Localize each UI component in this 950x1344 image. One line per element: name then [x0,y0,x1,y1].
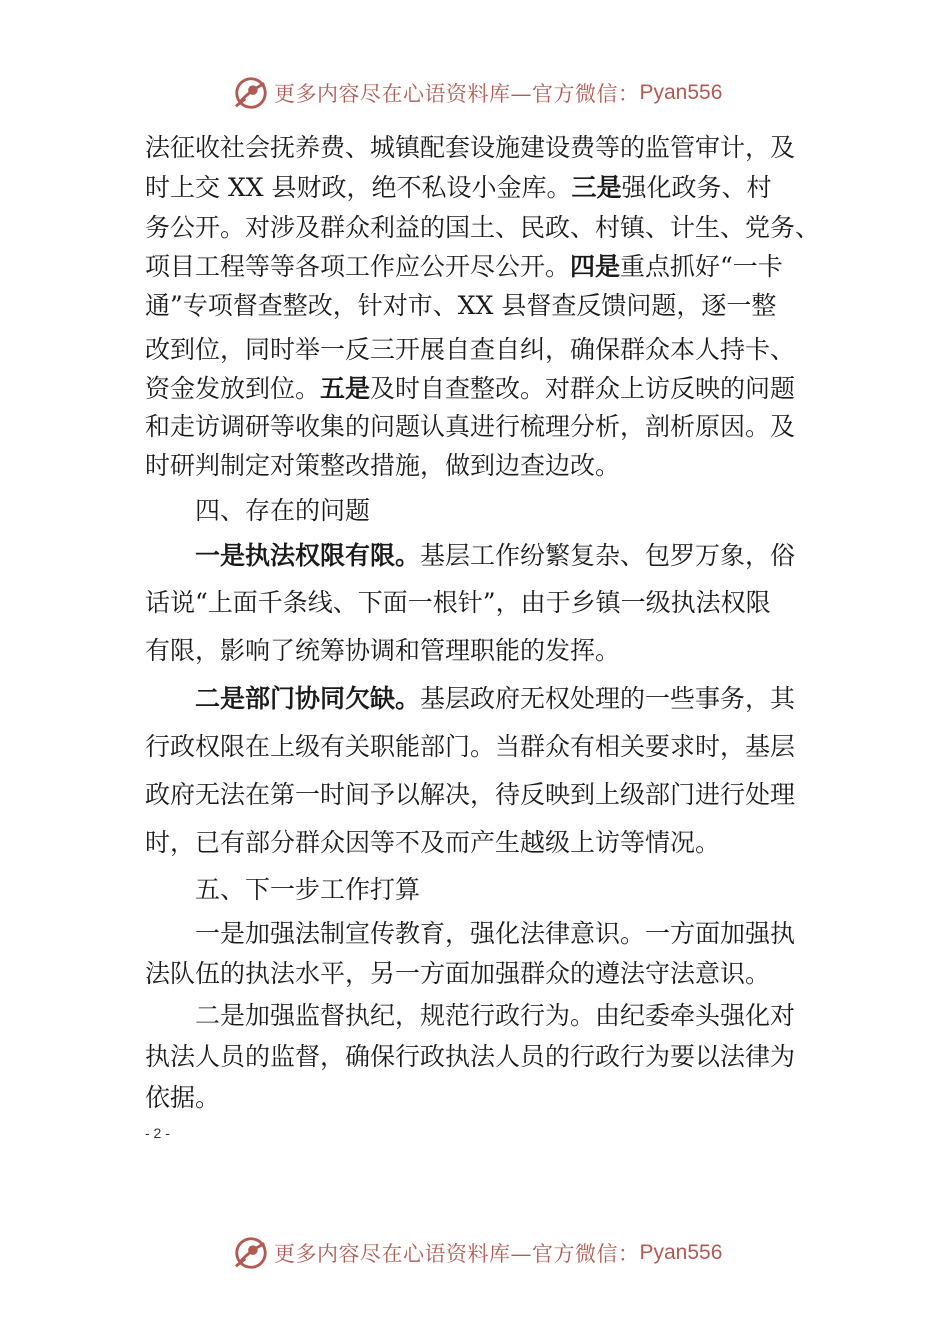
paragraph-line: 执法人员的监督，确保行政执法人员的行政行为要以法律为 [145,1042,796,1071]
paragraph-line: 话说“上面千条线、下面一根针”，由于乡镇一级执法权限 [145,588,771,617]
section-heading: 四、存在的问题 [195,496,371,525]
watermark-footer [232,1233,722,1273]
page-number: - 2 - [145,1125,170,1141]
watermark-text: 更多内容尽在心语资料库—官方微信： [274,82,640,106]
watermark-text: 更多内容尽在心语资料库—官方微信： [274,1242,640,1266]
paragraph-line: 资金发放到位。五是及时自查整改。对群众上访反映的问题 [145,374,796,403]
paragraph-line: 项目工程等等各项工作应公开尽公开。四是重点抓好“一卡 [145,252,783,281]
bold-marker: 四是 [570,252,621,281]
paragraph-line: 改到位，同时举一反三开展自查自纠，确保群众本人持卡、 [145,335,796,364]
paragraph-line: 通”专项督查整改，针对市、XX 县督查反馈问题，逐一整 [145,291,777,320]
section-heading: 五、下一步工作打算 [195,875,421,904]
watermark-wechat-id: Pyan556 [639,81,723,104]
paragraph-line: 一是执法权限有限。基层工作纷繁复杂、包罗万象，俗 [195,541,796,570]
paragraph-line: 时上交 XX 县财政，绝不私设小金库。三是强化政务、村 [145,173,772,202]
watermark-logo-icon [232,74,270,112]
paragraph-line: 有限，影响了统筹协调和管理职能的发挥。 [145,636,621,665]
paragraph-line: 时，已有部分群众因等不及而产生越级上访等情况。 [145,828,721,857]
paragraph-line: 二是部门协同欠缺。基层政府无权处理的一些事务，其 [195,684,796,713]
paragraph-line: 法征收社会抚养费、城镇配套设施建设费等的监管审计，及 [145,133,796,162]
paragraph-line: 和走访调研等收集的问题认真进行梳理分析，剖析原因。及 [145,412,796,441]
bold-lead: 一是执法权限有限。 [195,541,421,570]
watermark-wechat-id: Pyan556 [639,1241,723,1264]
watermark-header [232,73,722,113]
paragraph-line: 法队伍的执法水平，另一方面加强群众的遵法守法意识。 [145,959,771,988]
paragraph-line: 行政权限在上级有关职能部门。当群众有相关要求时，基层 [145,732,796,761]
paragraph-line: 务公开。对涉及群众利益的国土、民政、村镇、计生、党务、 [145,213,821,242]
paragraph-line: 二是加强监督执纪，规范行政行为。由纪委牵头强化对 [195,1001,796,1030]
watermark-logo-icon [232,1234,270,1272]
paragraph-line: 依据。 [145,1083,221,1112]
bold-marker: 五是 [320,374,371,403]
paragraph-line: 时研判制定对策整改措施，做到边查边改。 [145,451,621,480]
paragraph-line: 一是加强法制宣传教育，强化法律意识。一方面加强执 [195,919,796,948]
bold-marker: 三是 [571,173,622,202]
bold-lead: 二是部门协同欠缺。 [195,684,421,713]
paragraph-line: 政府无法在第一时间予以解决，待反映到上级部门进行处理 [145,780,796,809]
